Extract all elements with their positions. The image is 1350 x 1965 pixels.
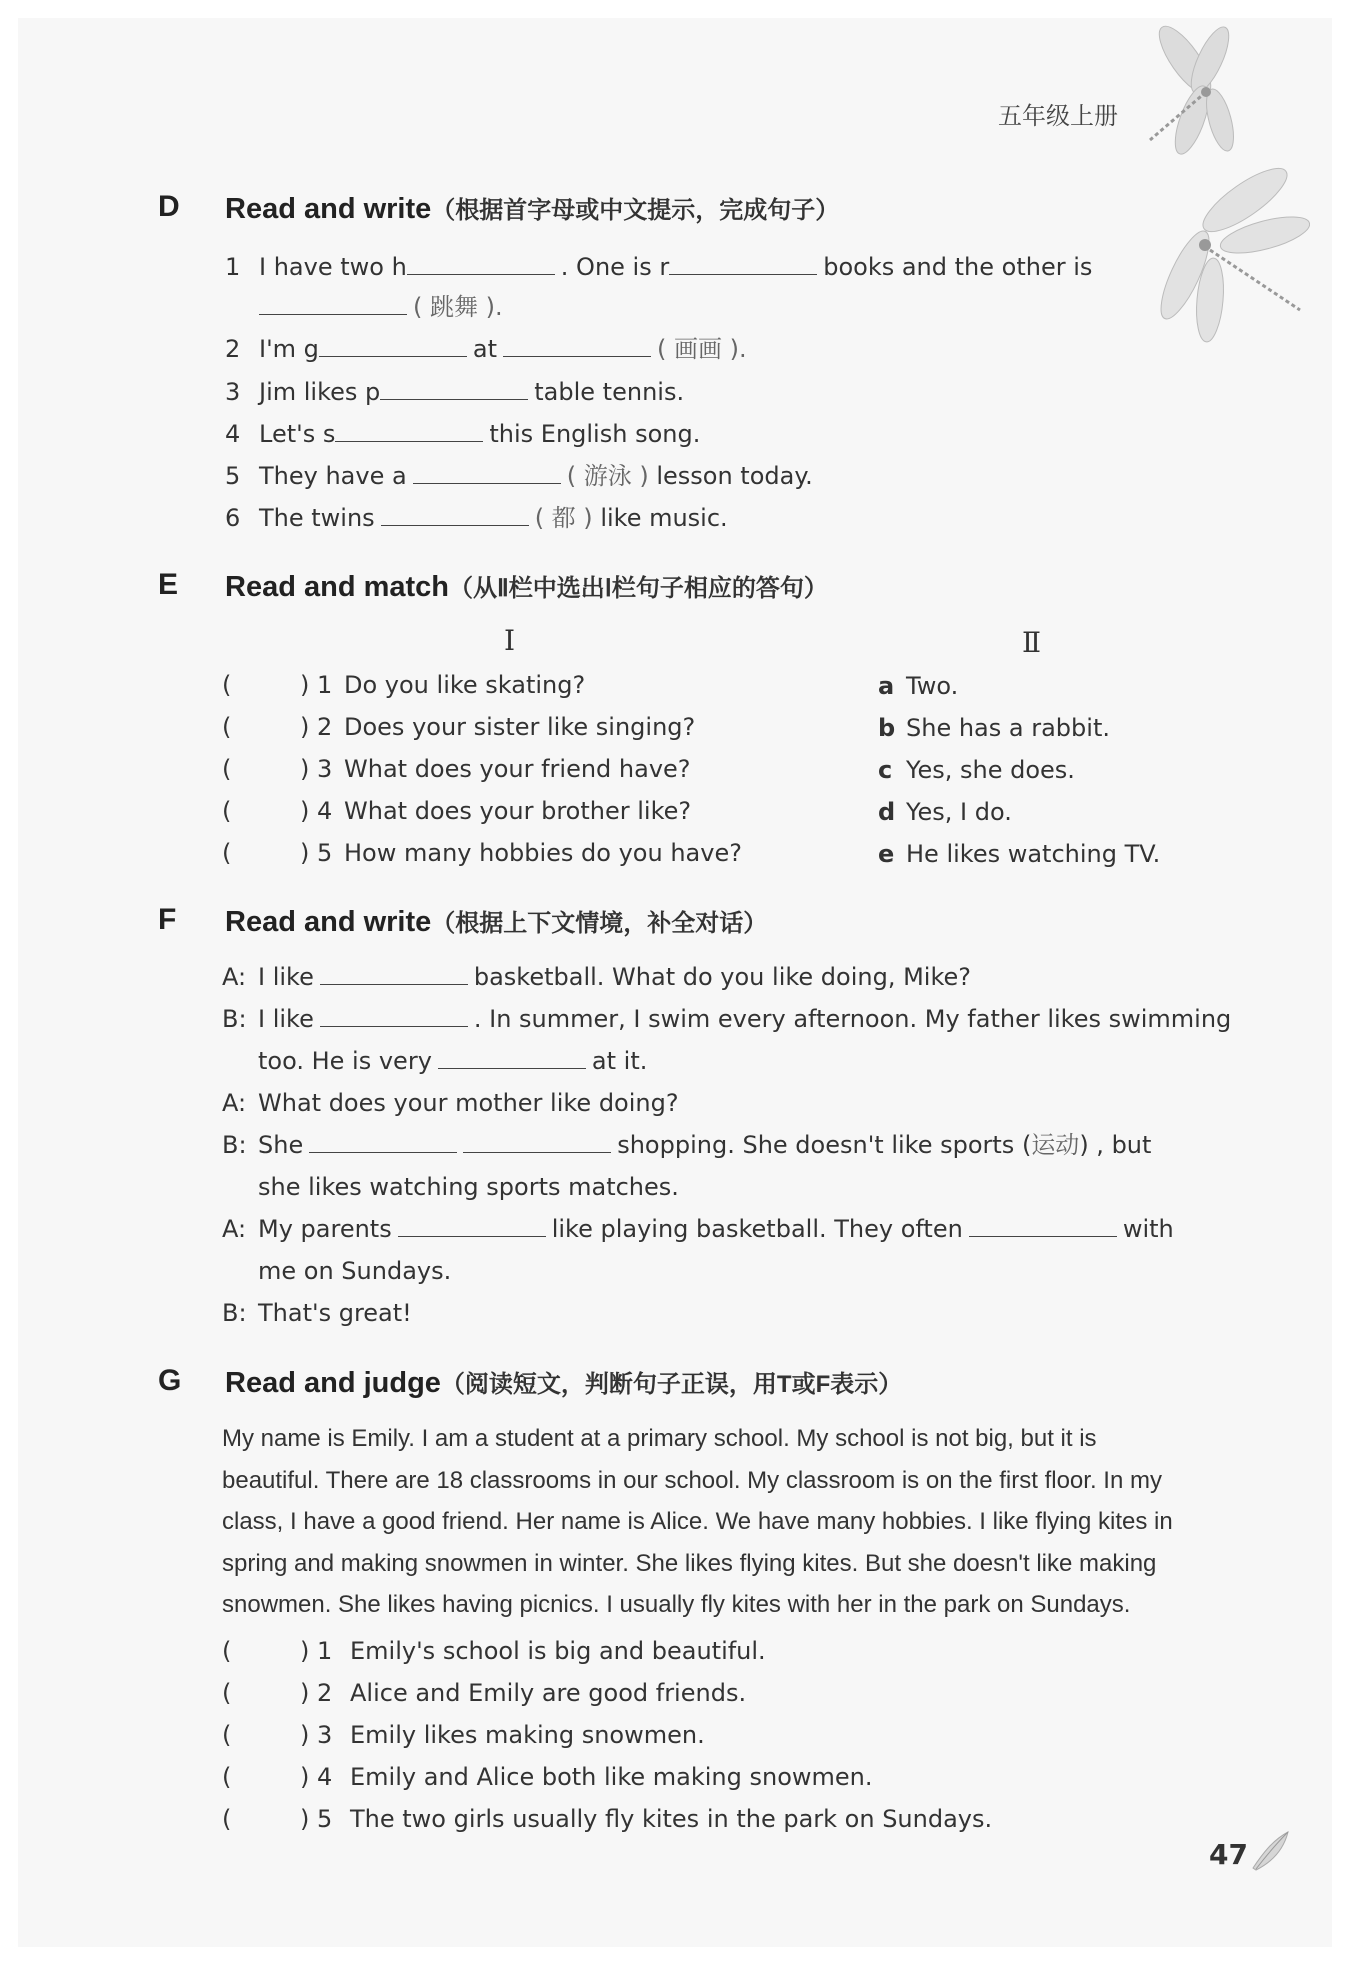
reading-passage: [222, 1418, 1212, 1626]
f-line-6: she likes watching sports matches.: [258, 1173, 679, 1201]
answer-blank[interactable]: [319, 334, 467, 357]
g-statement-1: ( ) 1 Emily's school is big and beautiful.: [222, 1637, 766, 1665]
e-answer-c: c Yes, she does.: [878, 756, 1075, 784]
e-answer-e: e He likes watching TV.: [878, 840, 1161, 868]
section-d-title: Read and write（根据首字母或中文提示，完成句子）: [225, 193, 840, 225]
column-1-label: Ⅰ: [504, 624, 516, 657]
e-question-2: ( ) 2 Does your sister like singing?: [222, 713, 696, 741]
g-statement-5: ( ) 5 The two girls usually fly kites in the park on Sundays.: [222, 1805, 993, 1833]
page-number: 47: [1209, 1838, 1248, 1871]
answer-blank[interactable]: [381, 503, 529, 526]
passage-line: snowmen. She likes having picnics. I usually fly kites with her in the park on Sundays.: [222, 1591, 1131, 1618]
answer-blank[interactable]: [503, 334, 651, 357]
section-g-title: Read and judge（阅读短文，判断句子正误，用T或F表示）: [225, 1367, 903, 1399]
answer-blank[interactable]: [463, 1130, 611, 1153]
g-statement-3: ( ) 3 Emily likes making snowmen.: [222, 1721, 705, 1749]
answer-blank[interactable]: [380, 377, 528, 400]
answer-blank[interactable]: [398, 1214, 546, 1237]
answer-blank[interactable]: [669, 252, 817, 275]
d-item-3: 3 Jim likes p table tennis.: [225, 378, 685, 406]
f-line-8: me on Sundays.: [258, 1257, 452, 1285]
answer-blank[interactable]: [407, 252, 555, 275]
e-question-4: ( ) 4 What does your brother like?: [222, 797, 692, 825]
dragonfly-side-icon: [1130, 150, 1310, 370]
d-item-1-cont: ( 跳舞 ).: [259, 292, 503, 322]
e-question-5: ( ) 5 How many hobbies do you have?: [222, 839, 742, 867]
section-e-title: Read and match（从Ⅱ栏中选出Ⅰ栏句子相应的答句）: [225, 571, 828, 603]
answer-blank[interactable]: [438, 1046, 586, 1069]
section-g-letter: G: [158, 1364, 182, 1397]
section-e-letter: E: [158, 568, 179, 601]
d-item-2: 2 I'm g at ( 画画 ).: [225, 335, 747, 363]
f-line-3: too. He is very at it.: [258, 1047, 648, 1075]
f-line-7: A: My parents like playing basketball. They often with: [222, 1215, 1174, 1243]
dragonfly-top-icon: [1130, 20, 1270, 170]
e-answer-b: b She has a rabbit.: [878, 714, 1110, 742]
e-answer-d: d Yes, I do.: [878, 798, 1012, 826]
f-line-2: B: I like . In summer, I swim every afternoon. My father likes swimming: [222, 1005, 1232, 1033]
section-f-letter: F: [158, 903, 177, 936]
leaf-icon: [1248, 1828, 1293, 1873]
answer-blank[interactable]: [969, 1214, 1117, 1237]
d-item-4: 4 Let's s this English song.: [225, 420, 701, 448]
passage-line: spring and making snowmen in winter. She likes flying kites. But she doesn't like making: [222, 1549, 1157, 1577]
column-2-label: Ⅱ: [1022, 626, 1042, 659]
section-d-letter: D: [158, 190, 180, 223]
g-statement-4: ( ) 4 Emily and Alice both like making snowmen.: [222, 1763, 873, 1791]
f-line-5: B: She shopping. She doesn't like sports (运动) , but: [222, 1131, 1152, 1159]
e-answer-a: a Two.: [878, 672, 959, 700]
answer-blank[interactable]: [320, 962, 468, 985]
passage-line: beautiful. There are 18 classrooms in our school. My classroom is on the first floor. In my: [222, 1466, 1162, 1494]
answer-blank[interactable]: [335, 419, 483, 442]
f-line-9: B: That's great!: [222, 1299, 412, 1327]
f-line-1: A: I like basketball. What do you like doing, Mike?: [222, 963, 972, 991]
f-line-4: A: What does your mother like doing?: [222, 1089, 679, 1117]
passage-line: class, I have a good friend. Her name is Alice. We have many hobbies. I like flying kites in: [222, 1508, 1173, 1535]
e-question-3: ( ) 3 What does your friend have?: [222, 755, 691, 783]
answer-blank[interactable]: [259, 292, 407, 315]
answer-blank[interactable]: [413, 461, 561, 484]
answer-blank[interactable]: [320, 1004, 468, 1027]
g-statement-2: ( ) 2 Alice and Emily are good friends.: [222, 1679, 747, 1707]
section-f-title: Read and write（根据上下文情境，补全对话）: [225, 906, 768, 938]
passage-line: My name is Emily. I am a student at a primary school. My school is not big, but it is: [222, 1425, 1097, 1452]
d-item-5: 5 They have a ( 游泳 ) lesson today.: [225, 462, 813, 490]
answer-blank[interactable]: [309, 1130, 457, 1153]
d-item-1: 1 I have two h . One is r books and the other is: [225, 253, 1093, 281]
d-item-6: 6 The twins ( 都 ) like music.: [225, 504, 728, 532]
e-question-1: ( ) 1 Do you like skating?: [222, 671, 586, 699]
grade-label: 五年级上册: [998, 102, 1118, 130]
